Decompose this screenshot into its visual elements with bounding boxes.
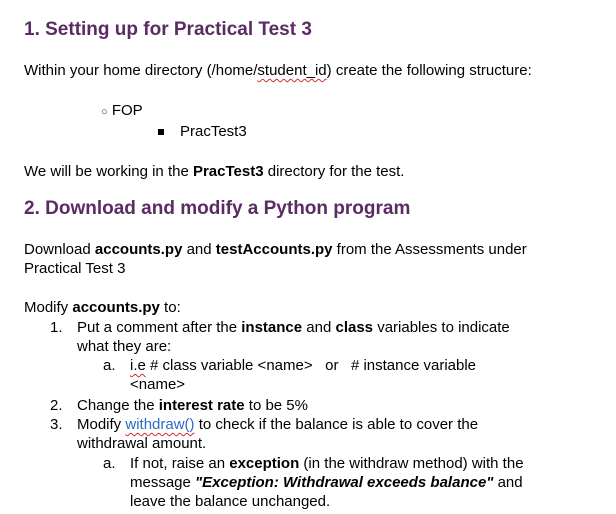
item-1-text-c: and xyxy=(302,319,336,336)
working-text-b: directory for the test. xyxy=(263,163,405,180)
tree-subfolder xyxy=(158,122,247,141)
download-line-2: Practical Test 3 xyxy=(24,260,126,277)
item-1a-line-1 xyxy=(130,356,476,375)
item-1a-line-2: <name> xyxy=(130,376,186,393)
intro-path: student_id xyxy=(257,62,327,79)
item-1-text-d: variables to indicate xyxy=(373,319,510,336)
item-3a-text-and: and xyxy=(493,474,523,491)
item-3a-exception-message: "Exception: Withdrawal exceeds balance" xyxy=(195,474,494,491)
item-3-line-2: withdrawal amount. xyxy=(77,435,207,452)
tree-folder-label: FOP xyxy=(111,102,143,119)
modify-file: accounts.py xyxy=(72,299,160,316)
file-test-accounts: testAccounts.py xyxy=(215,241,333,258)
item-1-number: 1. xyxy=(50,319,63,336)
item-1a-ie: i.e xyxy=(130,357,146,374)
item-3a-line-3: leave the balance unchanged. xyxy=(130,493,331,510)
item-3a-text-c: (in the withdraw method) with the xyxy=(299,455,524,472)
section-1-heading: 1. Setting up for Practical Test 3 xyxy=(24,19,312,40)
item-2-text-c: to be 5% xyxy=(244,397,308,414)
item-3-line-1 xyxy=(77,415,478,434)
item-3a-exception: exception xyxy=(229,455,300,472)
download-text-b: and xyxy=(182,241,216,258)
item-1-line-1 xyxy=(77,318,510,337)
item-1-text-a: Put a comment after the xyxy=(77,319,242,336)
item-2-text-a: Change the xyxy=(77,397,159,414)
item-2-number: 2. xyxy=(50,397,63,414)
item-3a-line-1 xyxy=(130,454,524,473)
withdraw-link[interactable]: withdraw() xyxy=(125,416,195,433)
item-2-line xyxy=(77,396,308,415)
item-1-class: class xyxy=(335,319,374,336)
file-accounts: accounts.py xyxy=(94,241,183,258)
modify-intro xyxy=(24,298,181,317)
tree-folder xyxy=(101,101,143,122)
tree-subfolder-label: PracTest3 xyxy=(180,123,247,140)
item-1a-letter: a. xyxy=(103,357,116,374)
item-3a-line-2 xyxy=(130,473,523,492)
item-1-line-2: what they are: xyxy=(77,338,172,355)
item-3-text-a: Modify xyxy=(77,416,126,433)
download-line-1 xyxy=(24,240,527,259)
modify-text-a: Modify xyxy=(24,299,73,316)
download-text-a: Download xyxy=(24,241,95,258)
working-text-a: We will be working in the xyxy=(24,163,193,180)
item-3a-message-label: message xyxy=(130,474,196,491)
modify-text-b: to: xyxy=(159,299,181,316)
intro-paragraph xyxy=(24,61,532,80)
intro-text-b: ) create the following structure: xyxy=(326,62,532,79)
outline-bullet-icon: ○ xyxy=(101,106,108,118)
section-2-heading: 2. Download and modify a Python program xyxy=(24,198,411,219)
download-text-c: from the Assessments under xyxy=(332,241,527,258)
working-dir: PracTest3 xyxy=(192,163,264,180)
item-3a-letter: a. xyxy=(103,455,116,472)
item-3a-text-a: If not, raise an xyxy=(130,455,230,472)
intro-text-a: Within your home directory (/home/ xyxy=(24,62,258,79)
item-2-interest-rate: interest rate xyxy=(158,397,245,414)
square-bullet-icon xyxy=(158,129,164,135)
item-3-number: 3. xyxy=(50,416,63,433)
item-1a-text: # class variable <name> or # instance variable xyxy=(145,357,477,374)
working-paragraph xyxy=(24,162,404,181)
item-1-instance: instance xyxy=(241,319,303,336)
item-3-text-b: to check if the balance is able to cover the xyxy=(194,416,479,433)
